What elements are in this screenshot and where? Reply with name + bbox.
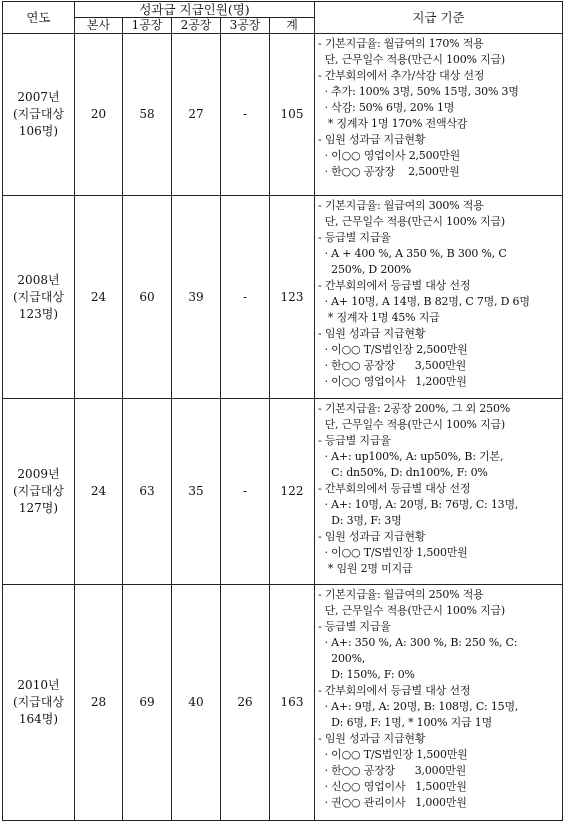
criteria-line: 200%,	[318, 652, 366, 665]
year-line: (지급대상	[12, 484, 65, 498]
criteria-line: · 권○○ 관리이사 1,000만원	[318, 796, 467, 809]
criteria-line: - 임원 성과급 지급현황	[318, 732, 426, 745]
year-line: 2007년	[17, 90, 60, 104]
hq-count-cell: 28	[75, 585, 123, 821]
year-line: (지급대상	[12, 289, 65, 304]
table-row	[3, 34, 563, 196]
year-line: 106명)	[18, 124, 59, 138]
criteria-line: D: 6명, F: 1명, * 100% 지급 1명	[318, 716, 493, 729]
criteria-cell	[315, 399, 563, 585]
criteria-line: * 징계자 1명 45% 지급	[318, 311, 440, 324]
plant2-count-cell: 40	[172, 585, 221, 821]
hq-count-cell: 24	[75, 196, 123, 399]
criteria-line: · A+: up100%, A: up50%, B: 기본,	[318, 450, 504, 463]
criteria-line: - 간부회의에서 등급별 대상 선정	[318, 684, 471, 697]
header-col-plant3: 3공장	[221, 18, 270, 34]
criteria-cell	[315, 585, 563, 821]
criteria-line: D: 150%, F: 0%	[318, 668, 415, 681]
total-count-cell: 163	[270, 585, 315, 821]
criteria-line: · 이○○ 영업이사 1,200만원	[318, 375, 467, 388]
criteria-line: - 임원 성과급 지급현황	[318, 133, 426, 146]
criteria-line: - 등급별 지급율	[318, 620, 391, 633]
year-line: (지급대상	[12, 695, 65, 709]
criteria-line: - 간부회의에서 추가/삭감 대상 선정	[318, 69, 485, 82]
criteria-line: * 임원 2명 미지급	[318, 562, 413, 575]
criteria-line: · 한○○ 공장장 2,500만원	[318, 165, 460, 178]
criteria-line: - 기본지급율: 월급여의 170% 적용	[318, 37, 484, 50]
criteria-line: · 추가: 100% 3명, 50% 15명, 30% 3명	[318, 85, 519, 98]
plant3-count-cell: 26	[221, 585, 270, 821]
criteria-line: 단, 근무일수 적용(만근시 100% 지급)	[318, 604, 506, 617]
plant2-count-cell: 39	[172, 196, 221, 399]
table-row	[3, 585, 563, 821]
criteria-line: - 임원 성과급 지급현황	[318, 327, 426, 340]
header-col-hq: 본사	[75, 18, 123, 34]
criteria-line: · 이○○ T/S법인장 1,500만원	[318, 546, 468, 559]
plant3-count-cell: -	[221, 399, 270, 585]
criteria-cell	[315, 34, 563, 196]
criteria-line: · 삭감: 50% 6명, 20% 1명	[318, 101, 455, 114]
criteria-line: · 이○○ 영업이사 2,500만원	[318, 149, 461, 162]
year-line: 127명)	[18, 501, 59, 515]
criteria-line: 단, 근무일수 적용(만근시 100% 지급)	[318, 53, 506, 66]
year-line: 2010년	[17, 678, 60, 692]
year-cell	[3, 585, 75, 821]
criteria-line: - 기본지급율: 월급여의 300% 적용	[318, 199, 484, 212]
criteria-line: 단, 근무일수 적용(만근시 100% 지급)	[318, 418, 506, 431]
criteria-line: · A+ 10명, A 14명, B 82명, C 7명, D 6명	[318, 295, 530, 308]
criteria-line: - 등급별 지급율	[318, 231, 391, 244]
header-year: 연도	[3, 2, 75, 34]
year-line: 2009년	[17, 467, 60, 481]
criteria-cell	[315, 196, 563, 399]
criteria-line: * 징계자 1명 170% 전액삭감	[318, 117, 468, 130]
criteria-line: - 기본지급율: 2공장 200%, 그 외 250%	[318, 402, 511, 415]
year-cell	[3, 399, 75, 585]
criteria-line: - 간부회의에서 등급별 대상 선정	[318, 279, 471, 292]
year-cell	[3, 34, 75, 196]
header-col-plant2: 2공장	[172, 18, 221, 34]
plant1-count-cell: 63	[123, 399, 172, 585]
header-bonus-recipients: 성과급 지급인원(명)	[75, 2, 315, 18]
year-line: (지급대상	[12, 107, 65, 121]
criteria-line: · A + 400 %, A 350 %, B 300 %, C	[318, 247, 507, 260]
plant2-count-cell: 27	[172, 34, 221, 196]
criteria-line: · A+: 350 %, A: 300 %, B: 250 %, C:	[318, 636, 518, 649]
total-count-cell: 105	[270, 34, 315, 196]
criteria-line: · 이○○ T/S법인장 2,500만원	[318, 343, 468, 356]
table-row	[3, 399, 563, 585]
plant1-count-cell: 69	[123, 585, 172, 821]
criteria-line: · 이○○ T/S법인장 1,500만원	[318, 748, 468, 761]
plant3-count-cell: -	[221, 196, 270, 399]
bonus-table	[2, 1, 563, 821]
criteria-line: 250%, D 200%	[318, 263, 411, 276]
criteria-line: · 한○○ 공장장 3,000만원	[318, 764, 467, 777]
year-line: 2008년	[17, 272, 60, 287]
year-cell	[3, 196, 75, 399]
criteria-line: · 신○○ 영업이사 1,500만원	[318, 780, 467, 793]
criteria-line: D: 3명, F: 3명	[318, 514, 402, 527]
criteria-line: - 임원 성과급 지급현황	[318, 530, 426, 543]
total-count-cell: 122	[270, 399, 315, 585]
criteria-line: - 간부회의에서 등급별 대상 선정	[318, 482, 471, 495]
criteria-line: C: dn50%, D: dn100%, F: 0%	[318, 466, 488, 479]
hq-count-cell: 20	[75, 34, 123, 196]
plant1-count-cell: 58	[123, 34, 172, 196]
plant3-count-cell: -	[221, 34, 270, 196]
plant1-count-cell: 60	[123, 196, 172, 399]
criteria-line: - 기본지급율: 월급여의 250% 적용	[318, 588, 484, 601]
criteria-line: 단, 근무일수 적용(만근시 100% 지급)	[318, 215, 506, 228]
header-criteria: 지급 기준	[315, 2, 563, 34]
criteria-line: - 등급별 지급율	[318, 434, 391, 447]
header-col-plant1: 1공장	[123, 18, 172, 34]
table-row	[3, 196, 563, 399]
header-col-total: 계	[270, 18, 315, 34]
year-line: 164명)	[18, 712, 59, 726]
total-count-cell: 123	[270, 196, 315, 399]
year-line: 123명)	[18, 306, 59, 321]
criteria-line: · 한○○ 공장장 3,500만원	[318, 359, 467, 372]
plant2-count-cell: 35	[172, 399, 221, 585]
hq-count-cell: 24	[75, 399, 123, 585]
criteria-line: · A+: 10명, A: 20명, B: 76명, C: 13명,	[318, 498, 519, 511]
criteria-line: · A+: 9명, A: 20명, B: 108명, C: 15명,	[318, 700, 519, 713]
